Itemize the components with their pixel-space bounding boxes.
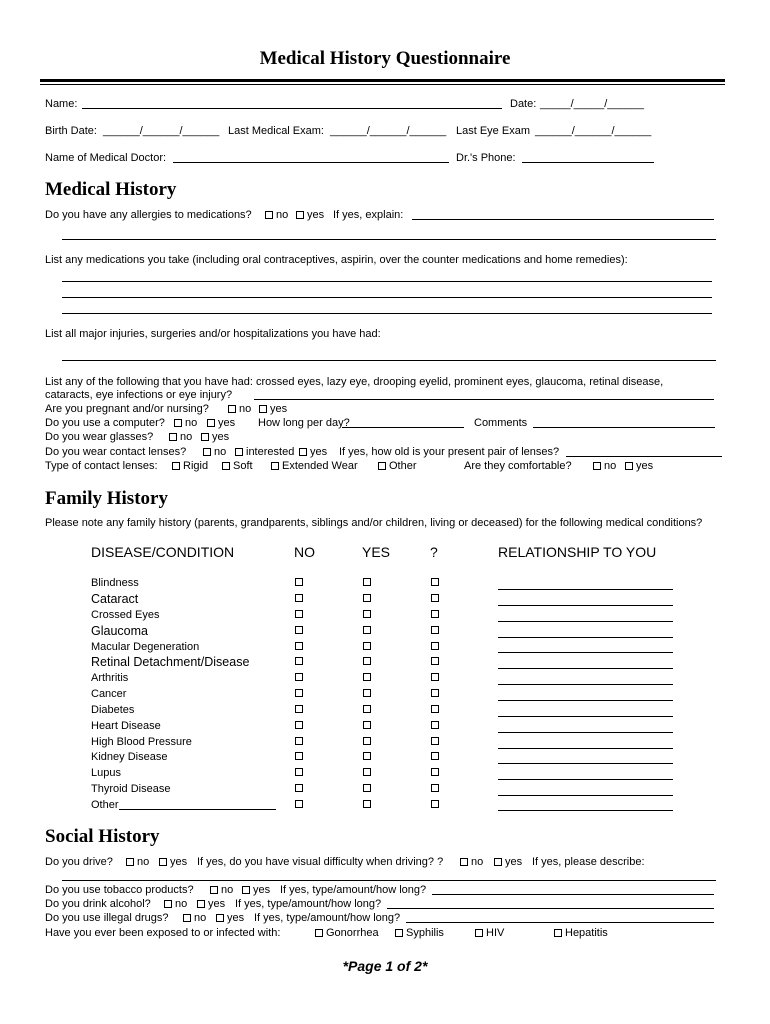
drive-difficulty-yes[interactable]: yes (494, 856, 522, 869)
checkbox-icon[interactable] (475, 929, 483, 937)
no-checkbox[interactable] (295, 594, 303, 602)
checkbox-icon[interactable] (169, 433, 177, 441)
how-long-field[interactable] (342, 427, 464, 428)
drive-question: Do you drive? (45, 856, 113, 868)
contacts-interested[interactable]: interested (235, 446, 294, 459)
medications-prompt: List any medications you take (including oral contraceptives, aspirin, over the counter medications and home remedies): (45, 254, 628, 266)
checkbox-icon[interactable] (296, 211, 304, 219)
checkbox-icon[interactable] (203, 448, 211, 456)
col-yes-header: YES (362, 544, 391, 560)
checkbox-icon[interactable] (315, 929, 323, 937)
unknown-checkbox[interactable] (431, 800, 439, 808)
alcohol-no[interactable]: no (164, 898, 187, 911)
medications-line-1[interactable] (62, 281, 712, 282)
unknown-checkbox[interactable] (431, 705, 439, 713)
condition-label: Crossed Eyes (91, 609, 160, 621)
allergies-explain-line2[interactable] (62, 239, 716, 240)
checkbox-icon[interactable] (378, 462, 386, 470)
page-title: Medical History Questionnaire (259, 48, 511, 69)
tobacco-no[interactable]: no (210, 884, 233, 897)
glasses-yes[interactable]: yes (201, 431, 229, 444)
contact-type-soft[interactable]: Soft (222, 460, 253, 473)
condition-label: Retinal Detachment/Disease (91, 655, 250, 669)
checkbox-icon[interactable] (222, 462, 230, 470)
birth-date-field[interactable]: ______/______/______ (103, 125, 220, 137)
relationship-field[interactable] (498, 637, 673, 638)
comments-field[interactable] (533, 427, 715, 428)
no-checkbox[interactable] (295, 610, 303, 618)
contact-type-rigid[interactable]: Rigid (172, 460, 208, 473)
checkbox-icon[interactable] (259, 405, 267, 413)
checkbox-icon[interactable] (207, 419, 215, 427)
checkbox-icon[interactable] (395, 929, 403, 937)
computer-yes[interactable]: yes (207, 417, 235, 430)
glasses-question: Do you wear glasses? (45, 431, 154, 443)
checkbox-icon[interactable] (271, 462, 279, 470)
relationship-field[interactable] (498, 763, 673, 764)
date-field[interactable]: _____/_____/______ (540, 98, 644, 110)
unknown-checkbox[interactable] (431, 610, 439, 618)
drive-describe-field[interactable] (62, 880, 716, 881)
relationship-field[interactable] (498, 732, 673, 733)
drugs-detail-field[interactable] (406, 922, 714, 923)
no-checkbox[interactable] (295, 657, 303, 665)
checkbox-icon[interactable] (216, 914, 224, 922)
birth-date-label: Birth Date: (45, 125, 97, 137)
yes-checkbox[interactable] (363, 705, 371, 713)
no-checkbox[interactable] (295, 737, 303, 745)
checkbox-icon[interactable] (126, 858, 134, 866)
col-disease-header: DISEASE/CONDITION (91, 544, 235, 560)
doctor-phone-field[interactable] (522, 162, 654, 163)
last-medical-exam-field[interactable]: ______/______/______ (330, 125, 447, 137)
condition-label: Glaucoma (91, 624, 148, 638)
alcohol-detail-field[interactable] (387, 908, 714, 909)
exposed-hepatitis[interactable]: Hepatitis (554, 927, 608, 940)
checkbox-icon[interactable] (174, 419, 182, 427)
how-long-label: How long per day? (258, 417, 350, 429)
checkbox-icon[interactable] (593, 462, 601, 470)
contacts-question: Do you wear contact lenses? (45, 446, 187, 458)
relationship-field[interactable] (498, 605, 673, 606)
checkbox-icon[interactable] (164, 900, 172, 908)
condition-label: Arthritis (91, 672, 129, 684)
yes-checkbox[interactable] (363, 673, 371, 681)
unknown-checkbox[interactable] (431, 657, 439, 665)
condition-label: Kidney Disease (91, 751, 168, 763)
no-checkbox[interactable] (295, 705, 303, 713)
computer-question: Do you use a computer? (45, 417, 165, 429)
checkbox-icon[interactable] (265, 211, 273, 219)
exposed-hiv[interactable]: HIV (475, 927, 504, 940)
yes-checkbox[interactable] (363, 737, 371, 745)
yes-checkbox[interactable] (363, 610, 371, 618)
comfortable-question: Are they comfortable? (464, 460, 572, 472)
unknown-checkbox[interactable] (431, 626, 439, 634)
condition-label: Diabetes (91, 704, 135, 716)
no-checkbox[interactable] (295, 673, 303, 681)
unknown-checkbox[interactable] (431, 689, 439, 697)
relationship-field[interactable] (498, 589, 673, 590)
no-checkbox[interactable] (295, 752, 303, 760)
condition-label: Lupus (91, 767, 121, 779)
checkbox-icon[interactable] (228, 405, 236, 413)
no-checkbox[interactable] (295, 578, 303, 586)
allergies-explain-field[interactable] (412, 219, 714, 220)
pregnant-yes[interactable]: yes (259, 403, 287, 416)
computer-no[interactable]: no (174, 417, 197, 430)
unknown-checkbox[interactable] (431, 578, 439, 586)
doctor-phone-label: Dr.'s Phone: (456, 152, 516, 164)
no-checkbox[interactable] (295, 689, 303, 697)
exposed-gonorrhea[interactable]: Gonorrhea (315, 927, 379, 940)
drugs-question: Do you use illegal drugs? (45, 912, 169, 924)
no-checkbox[interactable] (295, 784, 303, 792)
condition-label: Cataract (91, 592, 139, 606)
yes-checkbox[interactable] (363, 578, 371, 586)
condition-label: High Blood Pressure (91, 736, 192, 748)
name-field[interactable] (82, 108, 502, 109)
relationship-field[interactable] (498, 652, 673, 653)
exposed-syphilis[interactable]: Syphilis (395, 927, 444, 940)
condition-label: Other (91, 799, 119, 811)
medications-line-2[interactable] (62, 297, 712, 298)
unknown-checkbox[interactable] (431, 752, 439, 760)
relationship-field[interactable] (498, 810, 673, 811)
drive-describe-label: If yes, please describe: (532, 856, 645, 868)
checkbox-icon[interactable] (494, 858, 502, 866)
condition-label: Blindness (91, 577, 139, 589)
contact-type-other[interactable]: Other (378, 460, 417, 473)
drugs-yes[interactable]: yes (216, 912, 244, 925)
contact-type-label: Type of contact lenses: (45, 460, 158, 472)
family-history-heading: Family History (45, 488, 168, 509)
exposed-question: Have you ever been exposed to or infected with: (45, 927, 281, 939)
conditions-prompt-2: cataracts, eye infections or eye injury? (45, 389, 233, 401)
yes-checkbox[interactable] (363, 752, 371, 760)
checkbox-icon[interactable] (197, 900, 205, 908)
unknown-checkbox[interactable] (431, 784, 439, 792)
condition-label: Macular Degeneration (91, 641, 200, 653)
condition-label: Cancer (91, 688, 127, 700)
comfortable-yes[interactable]: yes (625, 460, 653, 473)
yes-checkbox[interactable] (363, 642, 371, 650)
social-history-heading: Social History (45, 826, 160, 847)
alcohol-question: Do you drink alcohol? (45, 898, 151, 910)
checkbox-icon[interactable] (159, 858, 167, 866)
glasses-no[interactable]: no (169, 431, 192, 444)
last-medical-exam-label: Last Medical Exam: (228, 125, 324, 137)
name-label: Name: (45, 98, 78, 110)
yes-checkbox[interactable] (363, 689, 371, 697)
yes-checkbox[interactable] (363, 721, 371, 729)
family-history-intro: Please note any family history (parents, grandparents, siblings and/or children, living or deceased) for the following medical conditions? (45, 517, 703, 529)
yes-checkbox[interactable] (363, 800, 371, 808)
allergies-no[interactable]: no (265, 209, 288, 222)
checkbox-icon[interactable] (172, 462, 180, 470)
relationship-field[interactable] (498, 700, 673, 701)
yes-checkbox[interactable] (363, 768, 371, 776)
relationship-field[interactable] (498, 779, 673, 780)
injuries-line[interactable] (62, 360, 716, 361)
alcohol-yes[interactable]: yes (197, 898, 225, 911)
contacts-age-field[interactable] (566, 456, 722, 457)
col-relationship-header: RELATIONSHIP TO YOU (498, 544, 657, 560)
unknown-checkbox[interactable] (431, 721, 439, 729)
relationship-field[interactable] (498, 684, 673, 685)
unknown-checkbox[interactable] (431, 594, 439, 602)
contacts-age-label: If yes, how old is your present pair of lenses? (339, 446, 560, 458)
doctor-field[interactable] (173, 162, 449, 163)
yes-checkbox[interactable] (363, 626, 371, 634)
yes-checkbox[interactable] (363, 784, 371, 792)
contacts-no[interactable]: no (203, 446, 226, 459)
title-rule-thin (40, 84, 725, 85)
tobacco-yes[interactable]: yes (242, 884, 270, 897)
checkbox-icon[interactable] (242, 886, 250, 894)
unknown-checkbox[interactable] (431, 673, 439, 681)
no-checkbox[interactable] (295, 642, 303, 650)
checkbox-icon[interactable] (554, 929, 562, 937)
checkbox-icon[interactable] (210, 886, 218, 894)
contacts-yes[interactable]: yes (299, 446, 327, 459)
comfortable-no[interactable]: no (593, 460, 616, 473)
comments-label: Comments (474, 417, 528, 429)
allergies-yes[interactable]: yes (296, 209, 324, 222)
pregnant-no[interactable]: no (228, 403, 251, 416)
page-number: *Page 1 of 2* (342, 958, 428, 974)
medical-history-heading: Medical History (45, 179, 177, 200)
contact-type-extended[interactable]: Extended Wear (271, 460, 358, 473)
checkbox-icon[interactable] (183, 914, 191, 922)
alcohol-detail-label: If yes, type/amount/how long? (235, 898, 382, 910)
relationship-field[interactable] (498, 621, 673, 622)
condition-label: Thyroid Disease (91, 783, 171, 795)
relationship-field[interactable] (498, 668, 673, 669)
checkbox-icon[interactable] (235, 448, 243, 456)
doctor-label: Name of Medical Doctor: (45, 152, 167, 164)
drive-yes[interactable]: yes (159, 856, 187, 869)
col-no-header: NO (294, 544, 315, 560)
condition-label: Heart Disease (91, 720, 161, 732)
relationship-field[interactable] (498, 748, 673, 749)
allergies-question: Do you have any allergies to medications? (45, 209, 252, 221)
tobacco-question: Do you use tobacco products? (45, 884, 194, 896)
tobacco-detail-field[interactable] (432, 894, 714, 895)
checkbox-icon[interactable] (299, 448, 307, 456)
no-checkbox[interactable] (295, 721, 303, 729)
drive-difficulty-question: If yes, do you have visual difficulty when driving? ? (197, 856, 444, 868)
relationship-field[interactable] (498, 795, 673, 796)
allergies-explain-label: If yes, explain: (333, 209, 404, 221)
no-checkbox[interactable] (295, 768, 303, 776)
tobacco-detail-label: If yes, type/amount/how long? (280, 884, 427, 896)
title-rule (40, 79, 725, 82)
drive-difficulty-no[interactable]: no (460, 856, 483, 869)
injuries-prompt: List all major injuries, surgeries and/or hospitalizations you have had: (45, 328, 381, 340)
relationship-field[interactable] (498, 716, 673, 717)
conditions-field[interactable] (254, 399, 714, 400)
last-eye-exam-field[interactable]: ______/______/______ (535, 125, 652, 137)
medications-line-3[interactable] (62, 313, 712, 314)
conditions-prompt: List any of the following that you have had: crossed eyes, lazy eye, drooping eyelid, prominent eyes, glaucoma, retinal disease, (45, 376, 664, 388)
unknown-checkbox[interactable] (431, 768, 439, 776)
pregnant-question: Are you pregnant and/or nursing? (45, 403, 209, 415)
col-unknown-header: ? (430, 544, 438, 560)
date-label: Date: (510, 98, 537, 110)
unknown-checkbox[interactable] (431, 642, 439, 650)
drugs-no[interactable]: no (183, 912, 206, 925)
unknown-checkbox[interactable] (431, 737, 439, 745)
no-checkbox[interactable] (295, 626, 303, 634)
no-checkbox[interactable] (295, 800, 303, 808)
last-eye-exam-label: Last Eye Exam (456, 125, 530, 137)
checkbox-icon[interactable] (460, 858, 468, 866)
yes-checkbox[interactable] (363, 594, 371, 602)
other-condition-field[interactable] (119, 809, 276, 810)
checkbox-icon[interactable] (201, 433, 209, 441)
checkbox-icon[interactable] (625, 462, 633, 470)
drive-no[interactable]: no (126, 856, 149, 869)
drugs-detail-label: If yes, type/amount/how long? (254, 912, 401, 924)
yes-checkbox[interactable] (363, 657, 371, 665)
